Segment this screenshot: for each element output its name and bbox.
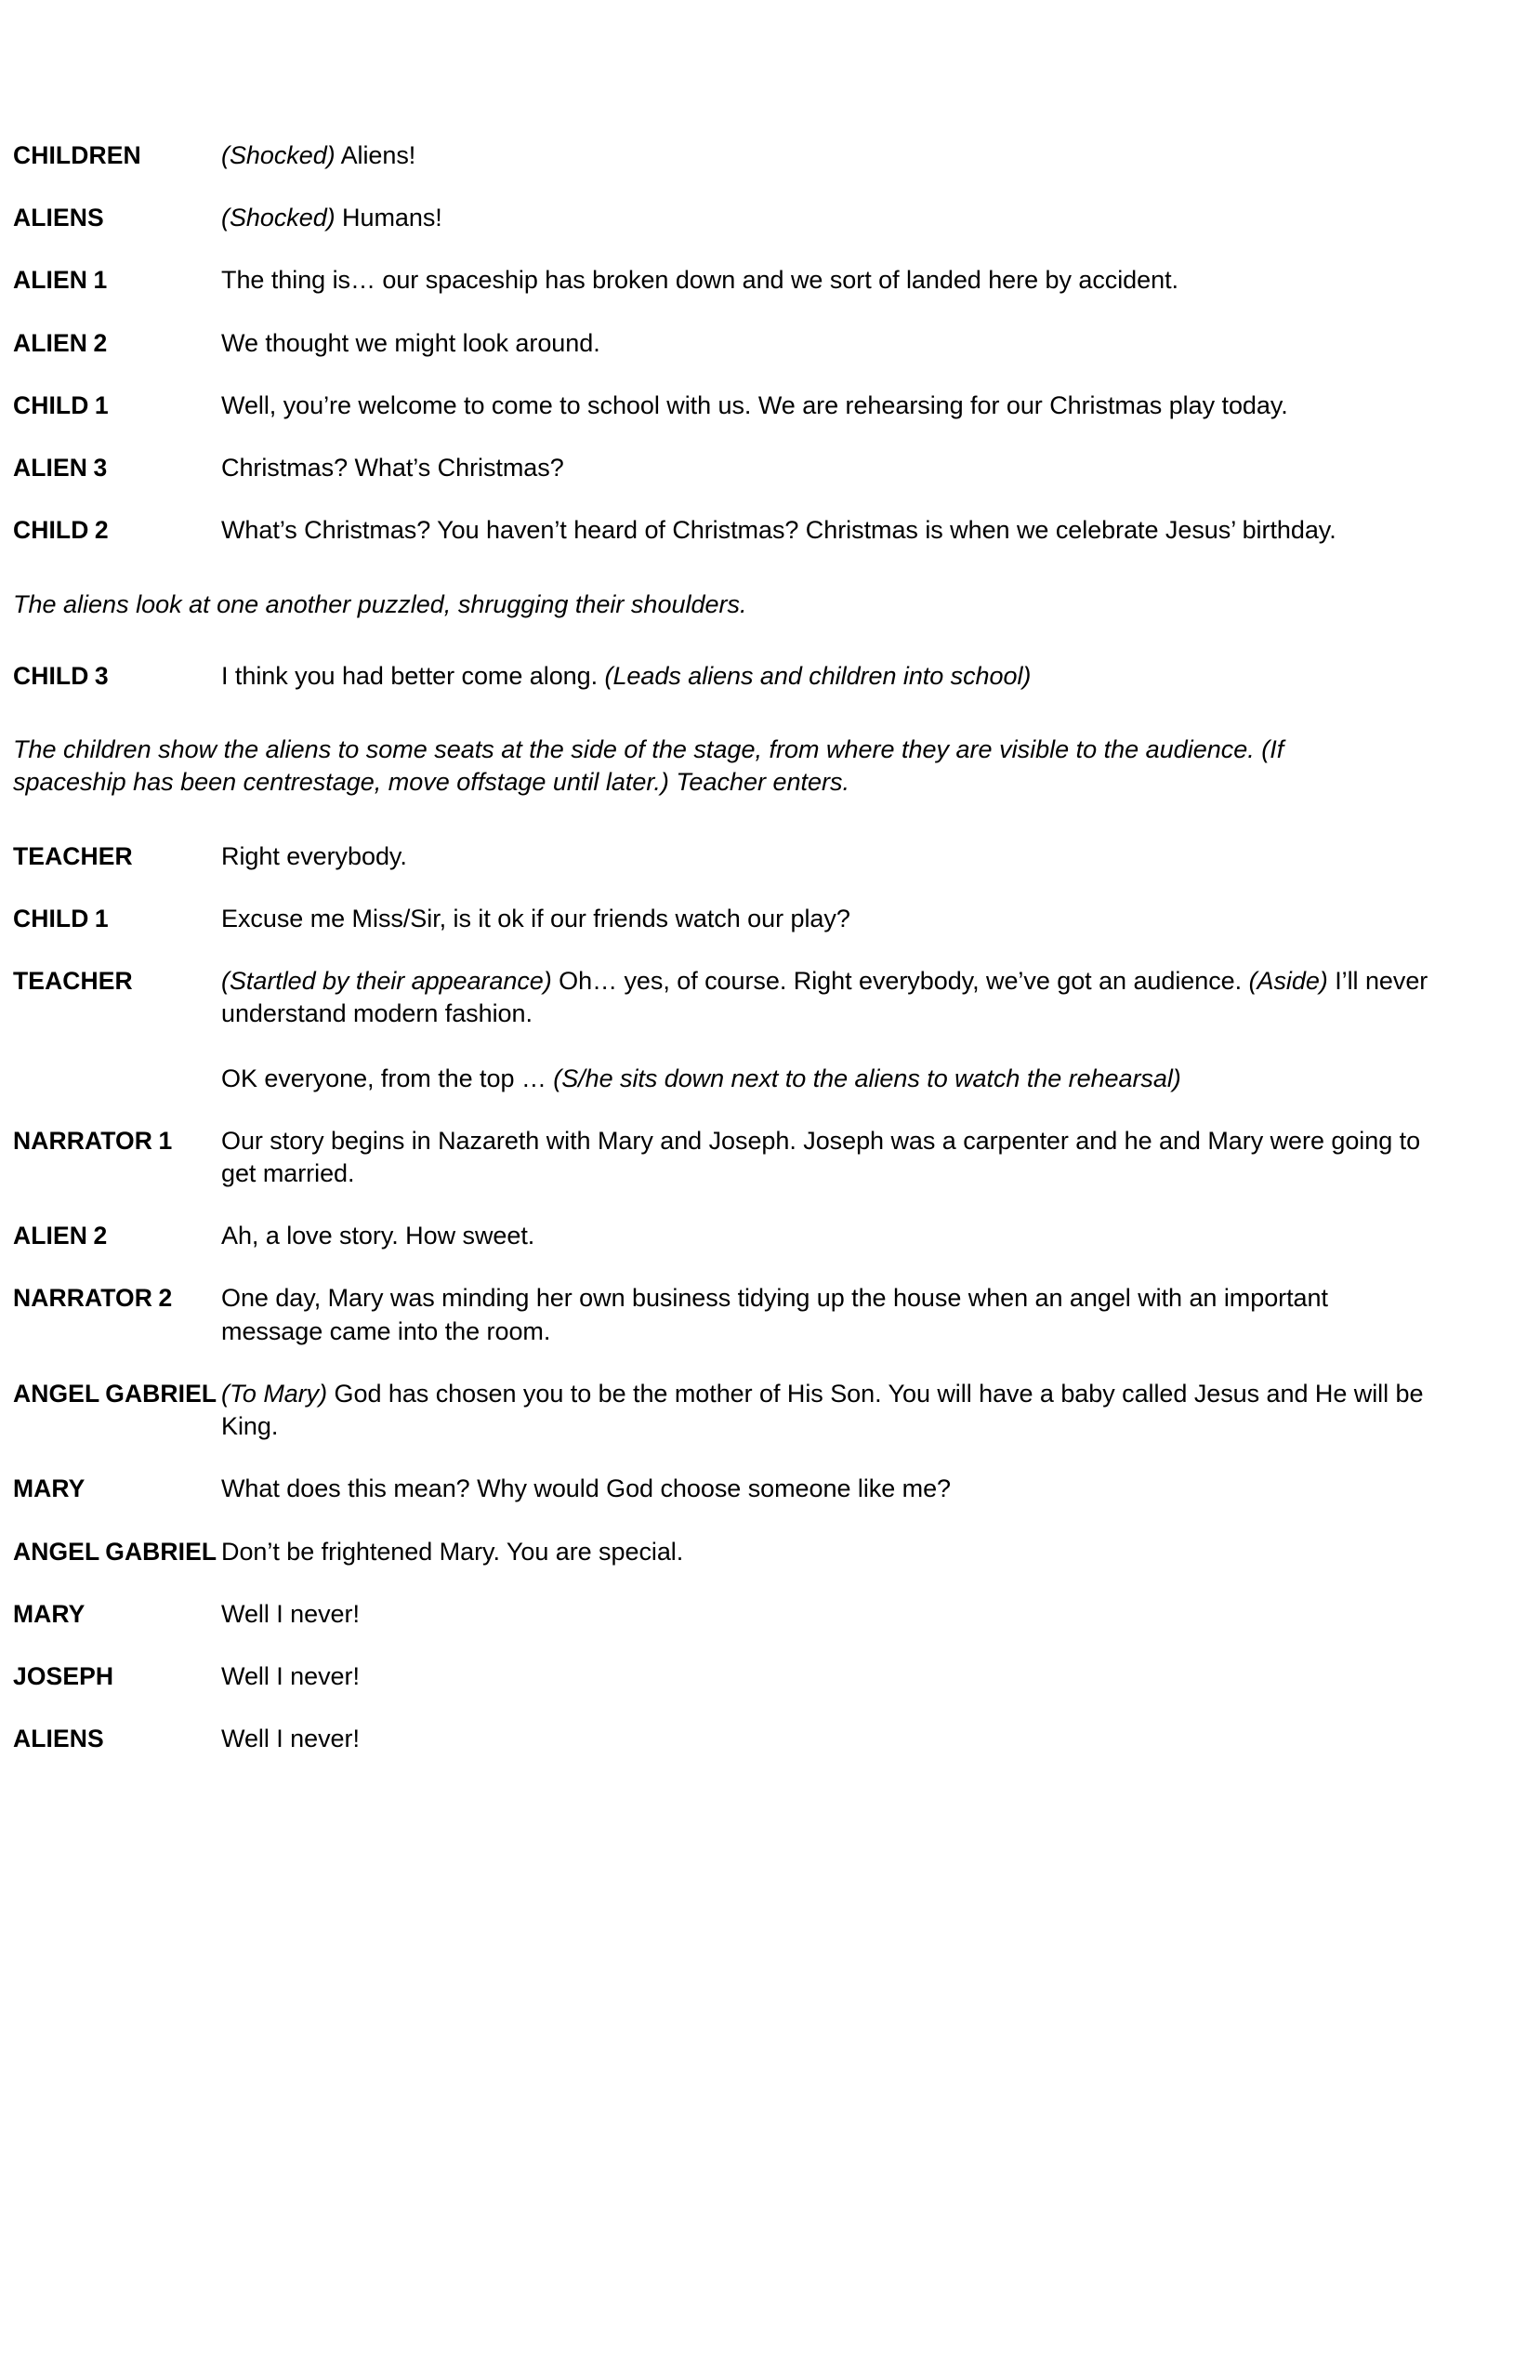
dialogue-line	[0, 264, 1540, 297]
character-name: MARY	[13, 1474, 86, 1503]
stage-direction-text: (Shocked)	[221, 141, 336, 169]
dialogue-speech	[221, 1598, 1434, 1631]
dialogue-line	[0, 390, 1540, 422]
dialogue-speech	[221, 840, 1434, 873]
dialogue-line	[0, 452, 1540, 484]
dialogue-speech	[221, 903, 1434, 935]
dialogue-speech	[221, 1220, 1434, 1252]
character-name: CHILD 3	[13, 661, 109, 690]
character-name: CHILD 1	[13, 904, 109, 932]
dialogue-text: Our story begins in Nazareth with Mary and Joseph. Joseph was a carpenter and he and Mary were going to get married.	[221, 1126, 1421, 1187]
dialogue-text: Right everybody.	[221, 841, 407, 870]
character-name: CHILD 1	[13, 390, 109, 419]
character-name: MARY	[13, 1599, 86, 1628]
dialogue-line	[0, 139, 1540, 172]
dialogue-speech	[221, 264, 1434, 297]
dialogue-speech	[221, 327, 1434, 360]
dialogue-speech	[221, 1723, 1434, 1755]
dialogue-line	[0, 1125, 1540, 1190]
character-name: JOSEPH	[13, 1662, 114, 1691]
dialogue-line	[0, 1598, 1540, 1631]
dialogue-line	[0, 840, 1540, 873]
dialogue-speech	[221, 965, 1434, 1030]
character-name: TEACHER	[13, 841, 133, 870]
dialogue-text: Aliens!	[335, 141, 416, 169]
dialogue-text: What does this mean? Why would God choose someone like me?	[221, 1474, 952, 1503]
character-name: CHILD 2	[13, 516, 109, 545]
character-name: ALIEN 2	[13, 1222, 108, 1250]
dialogue-text: Well, you’re welcome to come to school with us. We are rehearsing for our Christmas play today.	[221, 390, 1288, 419]
dialogue-speech	[221, 1473, 1434, 1505]
dialogue-line	[0, 965, 1540, 1030]
stage-direction-text: (To Mary)	[221, 1379, 328, 1408]
dialogue-text: OK everyone, from the top …	[221, 1064, 554, 1092]
dialogue-speech	[221, 1378, 1434, 1443]
dialogue-line	[0, 1220, 1540, 1252]
dialogue-text: I’ll never understand modern fashion.	[221, 967, 1428, 1028]
stage-direction-text: The aliens look at one another puzzled, shrugging their shoulders.	[13, 589, 747, 618]
dialogue-line	[0, 514, 1540, 547]
character-name: ALIEN 1	[13, 266, 108, 295]
dialogue-line	[0, 1282, 1540, 1347]
dialogue-line	[0, 1536, 1540, 1568]
dialogue-speech	[221, 452, 1434, 484]
character-name: NARRATOR 2	[13, 1284, 173, 1313]
dialogue-speech	[221, 202, 1434, 234]
dialogue-text: Well I never!	[221, 1599, 360, 1628]
dialogue-speech	[221, 660, 1434, 693]
dialogue-speech	[221, 1536, 1434, 1568]
dialogue-line	[0, 660, 1540, 693]
stage-direction-text: (S/he sits down next to the aliens to watch the rehearsal)	[553, 1064, 1181, 1092]
dialogue-speech	[221, 1063, 1434, 1095]
dialogue-continuation	[0, 1063, 1540, 1095]
character-name: ANGEL GABRIEL	[13, 1379, 217, 1408]
dialogue-line	[0, 903, 1540, 935]
dialogue-line	[0, 202, 1540, 234]
dialogue-text: Well I never!	[221, 1662, 360, 1691]
dialogue-text: Ah, a love story. How sweet.	[221, 1222, 535, 1250]
dialogue-text: Christmas? What’s Christmas?	[221, 454, 564, 483]
dialogue-speech	[221, 1282, 1434, 1347]
stage-direction-text: (Aside)	[1248, 967, 1328, 996]
dialogue-text: God has chosen you to be the mother of His Son. You will have a baby called Jesus and He will be King.	[221, 1379, 1424, 1441]
dialogue-text: What’s Christmas? You haven’t heard of Christmas? Christmas is when we celebrate Jesus’ birthday.	[221, 516, 1336, 545]
stage-direction-text: (Leads aliens and children into school)	[604, 661, 1032, 690]
character-name: ANGEL GABRIEL	[13, 1537, 217, 1566]
character-name: ALIENS	[13, 204, 104, 232]
dialogue-speech	[221, 1125, 1434, 1190]
character-name: ALIEN 3	[13, 454, 108, 483]
dialogue-text: Excuse me Miss/Sir, is it ok if our friends watch our play?	[221, 904, 850, 932]
character-name: NARRATOR 1	[13, 1126, 173, 1155]
dialogue-line	[0, 1660, 1540, 1693]
stage-direction	[0, 588, 1450, 621]
dialogue-line	[0, 327, 1540, 360]
dialogue-text: We thought we might look around.	[221, 328, 600, 357]
stage-direction-text: (Shocked)	[221, 204, 336, 232]
dialogue-text: One day, Mary was minding her own business tidying up the house when an angel with an important message came into the room.	[221, 1284, 1328, 1345]
dialogue-speech	[221, 390, 1434, 422]
dialogue-text: Humans!	[335, 204, 442, 232]
dialogue-text: Well I never!	[221, 1725, 360, 1753]
dialogue-text: Don’t be frightened Mary. You are special.	[221, 1537, 684, 1566]
character-name: ALIENS	[13, 1725, 104, 1753]
dialogue-line	[0, 1723, 1540, 1755]
dialogue-text: The thing is… our spaceship has broken down and we sort of landed here by accident.	[221, 266, 1178, 295]
stage-direction-text: (Startled by their appearance)	[221, 967, 552, 996]
dialogue-line	[0, 1473, 1540, 1505]
character-name: ALIEN 2	[13, 328, 108, 357]
character-name: CHILDREN	[13, 141, 141, 169]
dialogue-speech	[221, 139, 1434, 172]
dialogue-speech	[221, 1660, 1434, 1693]
stage-direction-text: The children show the aliens to some seats at the side of the stage, from where they are visible to the audience. (If spaceship has been centrestage, move offstage until later.) Teacher enters.	[13, 735, 1284, 797]
dialogue-line	[0, 1378, 1540, 1443]
stage-direction	[0, 734, 1450, 799]
character-name: TEACHER	[13, 967, 133, 996]
dialogue-text: Oh… yes, of course. Right everybody, we’ve got an audience.	[551, 967, 1249, 996]
dialogue-speech	[221, 514, 1434, 547]
dialogue-text: I think you had better come along.	[221, 661, 605, 690]
